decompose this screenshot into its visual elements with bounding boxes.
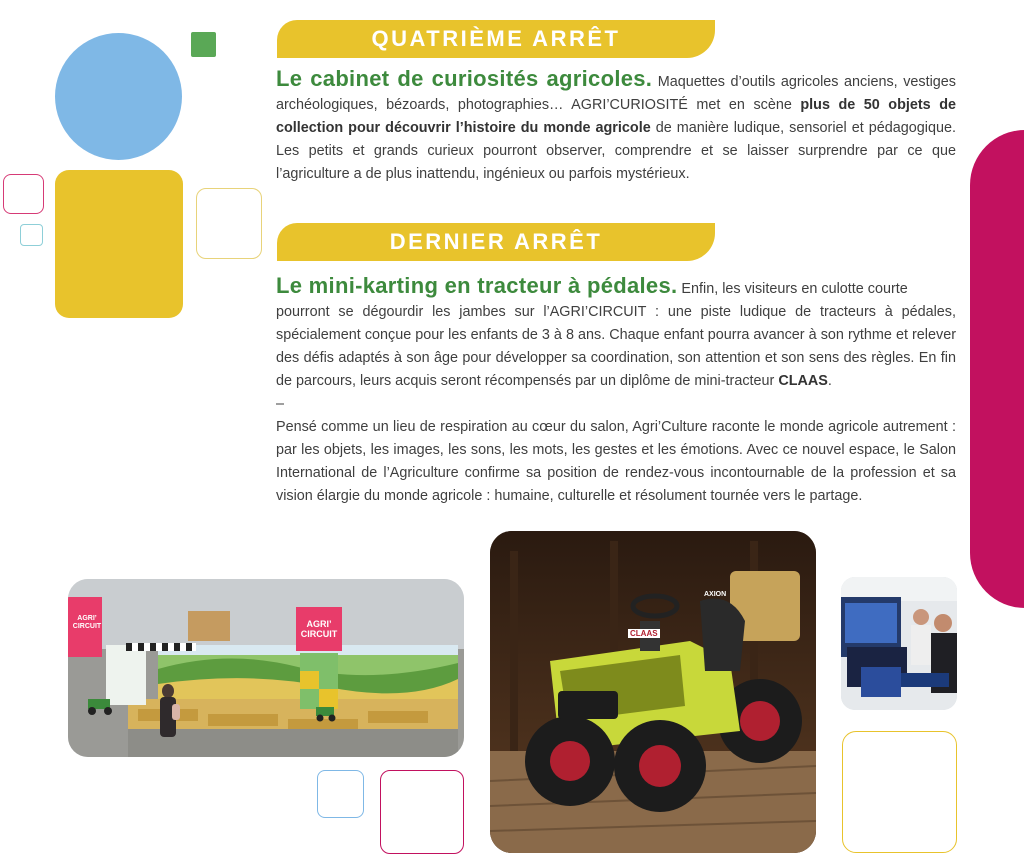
section-body-mini-karting <box>276 274 956 508</box>
photo-claas-pedal-tractor <box>490 531 816 853</box>
karting-text-brand: CLAAS <box>778 373 828 389</box>
photo-tractor-simulator <box>841 577 957 710</box>
section-banner-quatrieme-arret: QUATRIÈME ARRÊT <box>277 20 715 58</box>
section-heading-mini-karting: Le mini-karting en tracteur à pédales. <box>276 273 678 298</box>
section-body-curiosites <box>276 67 956 186</box>
decorative-green-square <box>191 32 216 57</box>
curiosites-text-bold: plus de 50 objets de collection pour découvrir l’histoire du monde agricole <box>276 97 956 136</box>
farm-sign-left-line2: CIRCUIT <box>72 623 102 630</box>
section-heading-curiosites: Le cabinet de curiosités agricoles. <box>276 66 653 91</box>
tractor-model-label: AXION <box>704 591 727 598</box>
karting-text-period: . <box>827 373 832 389</box>
photo-agri-circuit-track <box>68 579 464 757</box>
decorative-yellow-outline-square-bottom <box>842 731 957 853</box>
separator-dash: – <box>276 396 285 412</box>
decorative-blue-circle <box>55 33 182 160</box>
karting-text-body: pourront se dégourdir les jambes sur l’AGRI’CIRCUIT : une piste ludique de tracteurs à pédales, spécialement conçue pour les enfants de 3 à 8 ans. Chaque enfant pourra avancer à son rythme et relever des défis adaptés à son âge pour développer sa coordination, son attention et son sens des règles. En fin de parcours, leurs acquis seront récompensés par un diplôme de mini-tracteur <box>276 304 956 389</box>
curiosites-text-intro: Maquettes d’outils agricoles anciens, vestiges archéologiques, bézoards, photographies… AGRI’CURIOSITÉ met en scène <box>276 74 956 113</box>
decorative-yellow-outline-square <box>196 188 262 259</box>
decorative-magenta-tab <box>970 130 1024 608</box>
decorative-pink-outline-square-bottom <box>380 770 464 854</box>
farm-sign-right-line1: AGRI’ <box>306 619 332 629</box>
curiosites-text-end: de manière ludique, sensoriel et pédagogique. Les petits et grands curieux pourront observer, comprendre et se laisser surprendre par ce que l’agriculture a de plus inattendu, ingénieux ou parfois mystérieux. <box>276 120 956 182</box>
decorative-pink-outline-square <box>3 174 44 214</box>
decorative-blue-outline-square-bottom <box>317 770 364 818</box>
farm-sign-right-line2: CIRCUIT <box>300 629 338 639</box>
decorative-yellow-block <box>55 170 183 318</box>
section-banner-dernier-arret: DERNIER ARRÊT <box>277 223 715 261</box>
farm-sign-left-line1: AGRI’ <box>77 615 97 622</box>
tractor-brand-label: CLAAS <box>630 629 658 638</box>
karting-text-intro: Enfin, les visiteurs en culotte courte <box>677 281 908 297</box>
decorative-blue-outline-square <box>20 224 43 246</box>
closing-paragraph: Pensé comme un lieu de respiration au cœur du salon, Agri’Culture raconte le monde agricole autrement : par les objets, les images, les sons, les mots, les gestes et les émotions. Avec ce nouvel espace, le Salon International de l’Agriculture confirme sa position de rendez-vous incontournable de la profession et sa vision élargie du monde agricole : humaine, culturelle et résolument tournée vers le partage. <box>276 419 956 504</box>
